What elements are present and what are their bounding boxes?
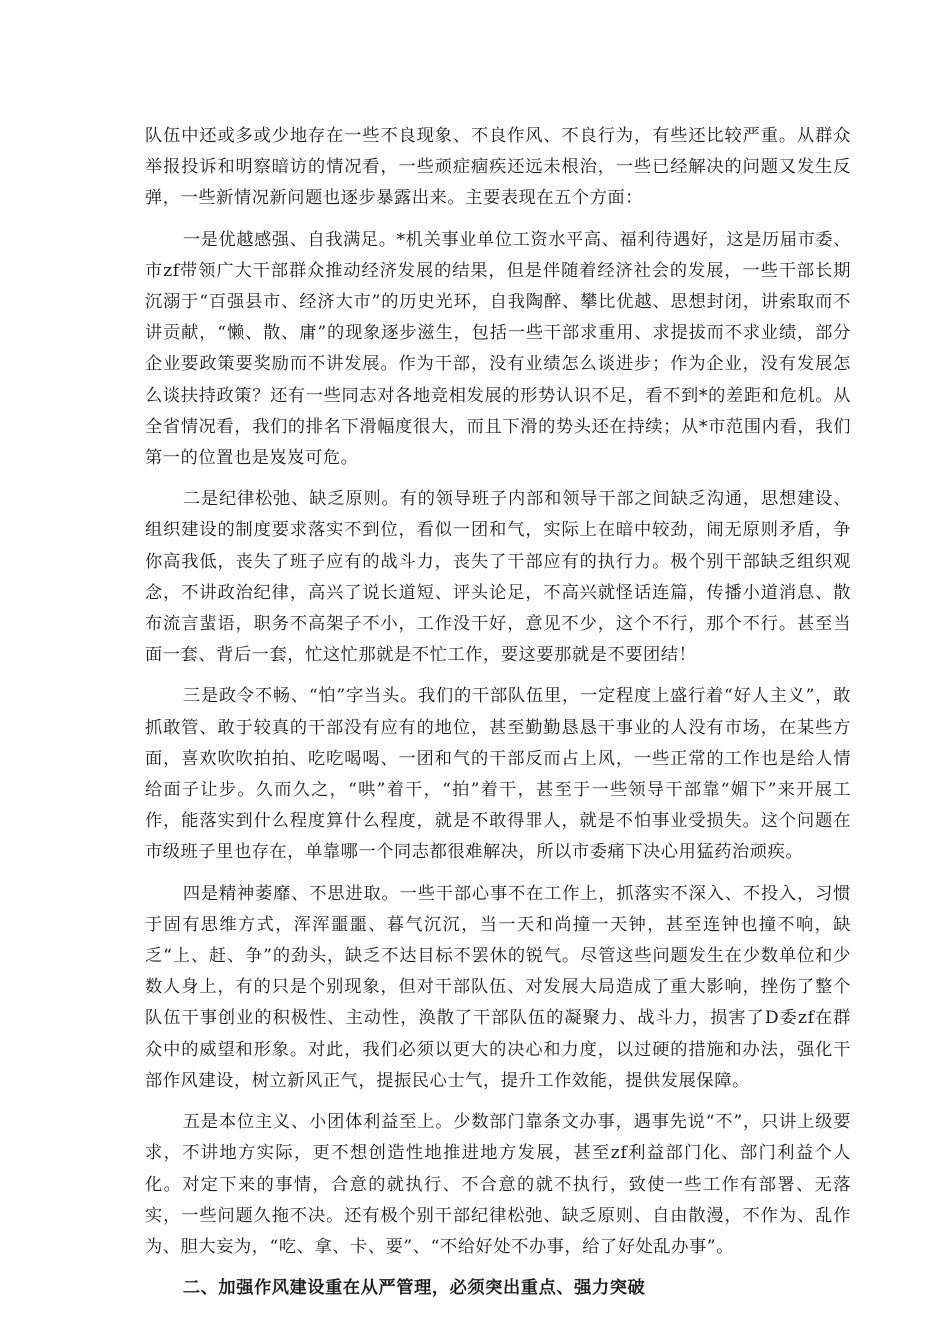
paragraph-point-five: 五是本位主义、小团体利益至上。少数部门靠条文办事，遇事先说“不”，只讲上级要求，不讲地方实际，更不想创造性地推进地方发展，甚至zf利益部门化、部门利益个人化。对定下来的事情，合意的就执行、不合意的就不执行，致使一些工作有部署、无落实，一些问题久拖不决。还有极个别干部纪律松弛、缺乏原则、自由散漫，不作为、乱作为、胆大妄为，“吃、拿、卡、要”、“不给好处不办事，给了好处乱办事”。 (145, 1112, 851, 1257)
paragraph-point-two: 二是纪律松弛、缺乏原则。有的领导班子内部和领导干部之间缺乏沟通，思想建设、组织建设的制度要求落实不到位，看似一团和气，实际上在暗中较劲，闹无原则矛盾，争你高我低，丧失了班子应有的战斗力，丧失了干部应有的执行力。极个别干部缺乏组织观念，不讲政治纪律，高兴了说长道短、评头论足，不高兴就怪话连篇，传播小道消息、散布流言蜚语，职务不高架子不小，工作没干好，意见不少，这个不行，那个不行。甚至当面一套、背后一套，忙这忙那就是不忙工作，要这要那就是不要团结！ (145, 489, 851, 666)
paragraph-intro: 队伍中还或多或少地存在一些不良现象、不良作风、不良行为，有些还比较严重。从群众举报投诉和明察暗访的情况看，一些顽症痼疾还远未根治，一些已经解决的问题又发生反弹，一些新情况新问题也逐步暴露出来。主要表现在五个方面： (145, 126, 851, 209)
paragraph-point-four: 四是精神萎靡、不思进取。一些干部心事不在工作上，抓落实不深入、不投入，习惯于固有思维方式，浑浑噩噩、暮气沉沉，当一天和尚撞一天钟，甚至连钟也撞不响，缺乏“上、赶、争”的劲头，缺乏不达目标不罢休的锐气。尽管这些问题发生在少数单位和少数人身上，有的只是个别现象，但对干部队伍、对发展大局造成了重大影响，挫伤了整个队伍干事创业的积极性、主动性，涣散了干部队伍的凝聚力、战斗力，损害了D委zf在群众中的威望和形象。对此，我们必须以更大的决心和力度，以过硬的措施和办法，强化干部作风建设，树立新风正气，提振民心士气，提升工作效能，提供发展保障。 (145, 883, 851, 1091)
document-page (145, 121, 851, 1304)
paragraph-point-one: 一是优越感强、自我满足。*机关事业单位工资水平高、福利待遇好，这是历届市委、市zf带领广大干部群众推动经济发展的结果，但是伴随着经济社会的发展，一些干部长期沉溺于“百强县市、经济大市”的历史光环，自我陶醉、攀比优越、思想封闭，讲索取而不讲贡献，“懒、散、庸”的现象逐步滋生，包括一些干部求重用、求提拔而不求业绩，部分企业要政策要奖励而不讲发展。作为干部，没有业绩怎么谈进步；作为企业，没有发展怎么谈扶持政策？还有一些同志对各地竞相发展的形势认识不足，看不到*的差距和危机。从全省情况看，我们的排名下滑幅度很大，而且下滑的势头还在持续；从*市范围内看，我们第一的位置也是岌岌可危。 (145, 229, 851, 469)
paragraph-point-three: 三是政令不畅、“怕”字当头。我们的干部队伍里，一定程度上盛行着“好人主义”，敢抓敢管、敢于较真的干部没有应有的地位，甚至勤勤恳恳干事业的人没有市场，在某些方面，喜欢吹吹拍拍、吃吃喝喝、一团和气的干部反而占上风，一些正常的工作也是给人情给面子让步。久而久之，“哄”着干，“拍”着干，甚至于一些领导干部靠“媚下”来开展工作，能落实到什么程度算什么程度，就是不敢得罪人，就是不怕事业受损失。这个问题在市级班子里也存在，单靠哪一个同志都很难解决，所以市委痛下决心用猛药治顽疾。 (145, 686, 851, 863)
section-heading: 二、加强作风建设重在从严管理，必须突出重点、强力突破 (182, 1278, 646, 1299)
